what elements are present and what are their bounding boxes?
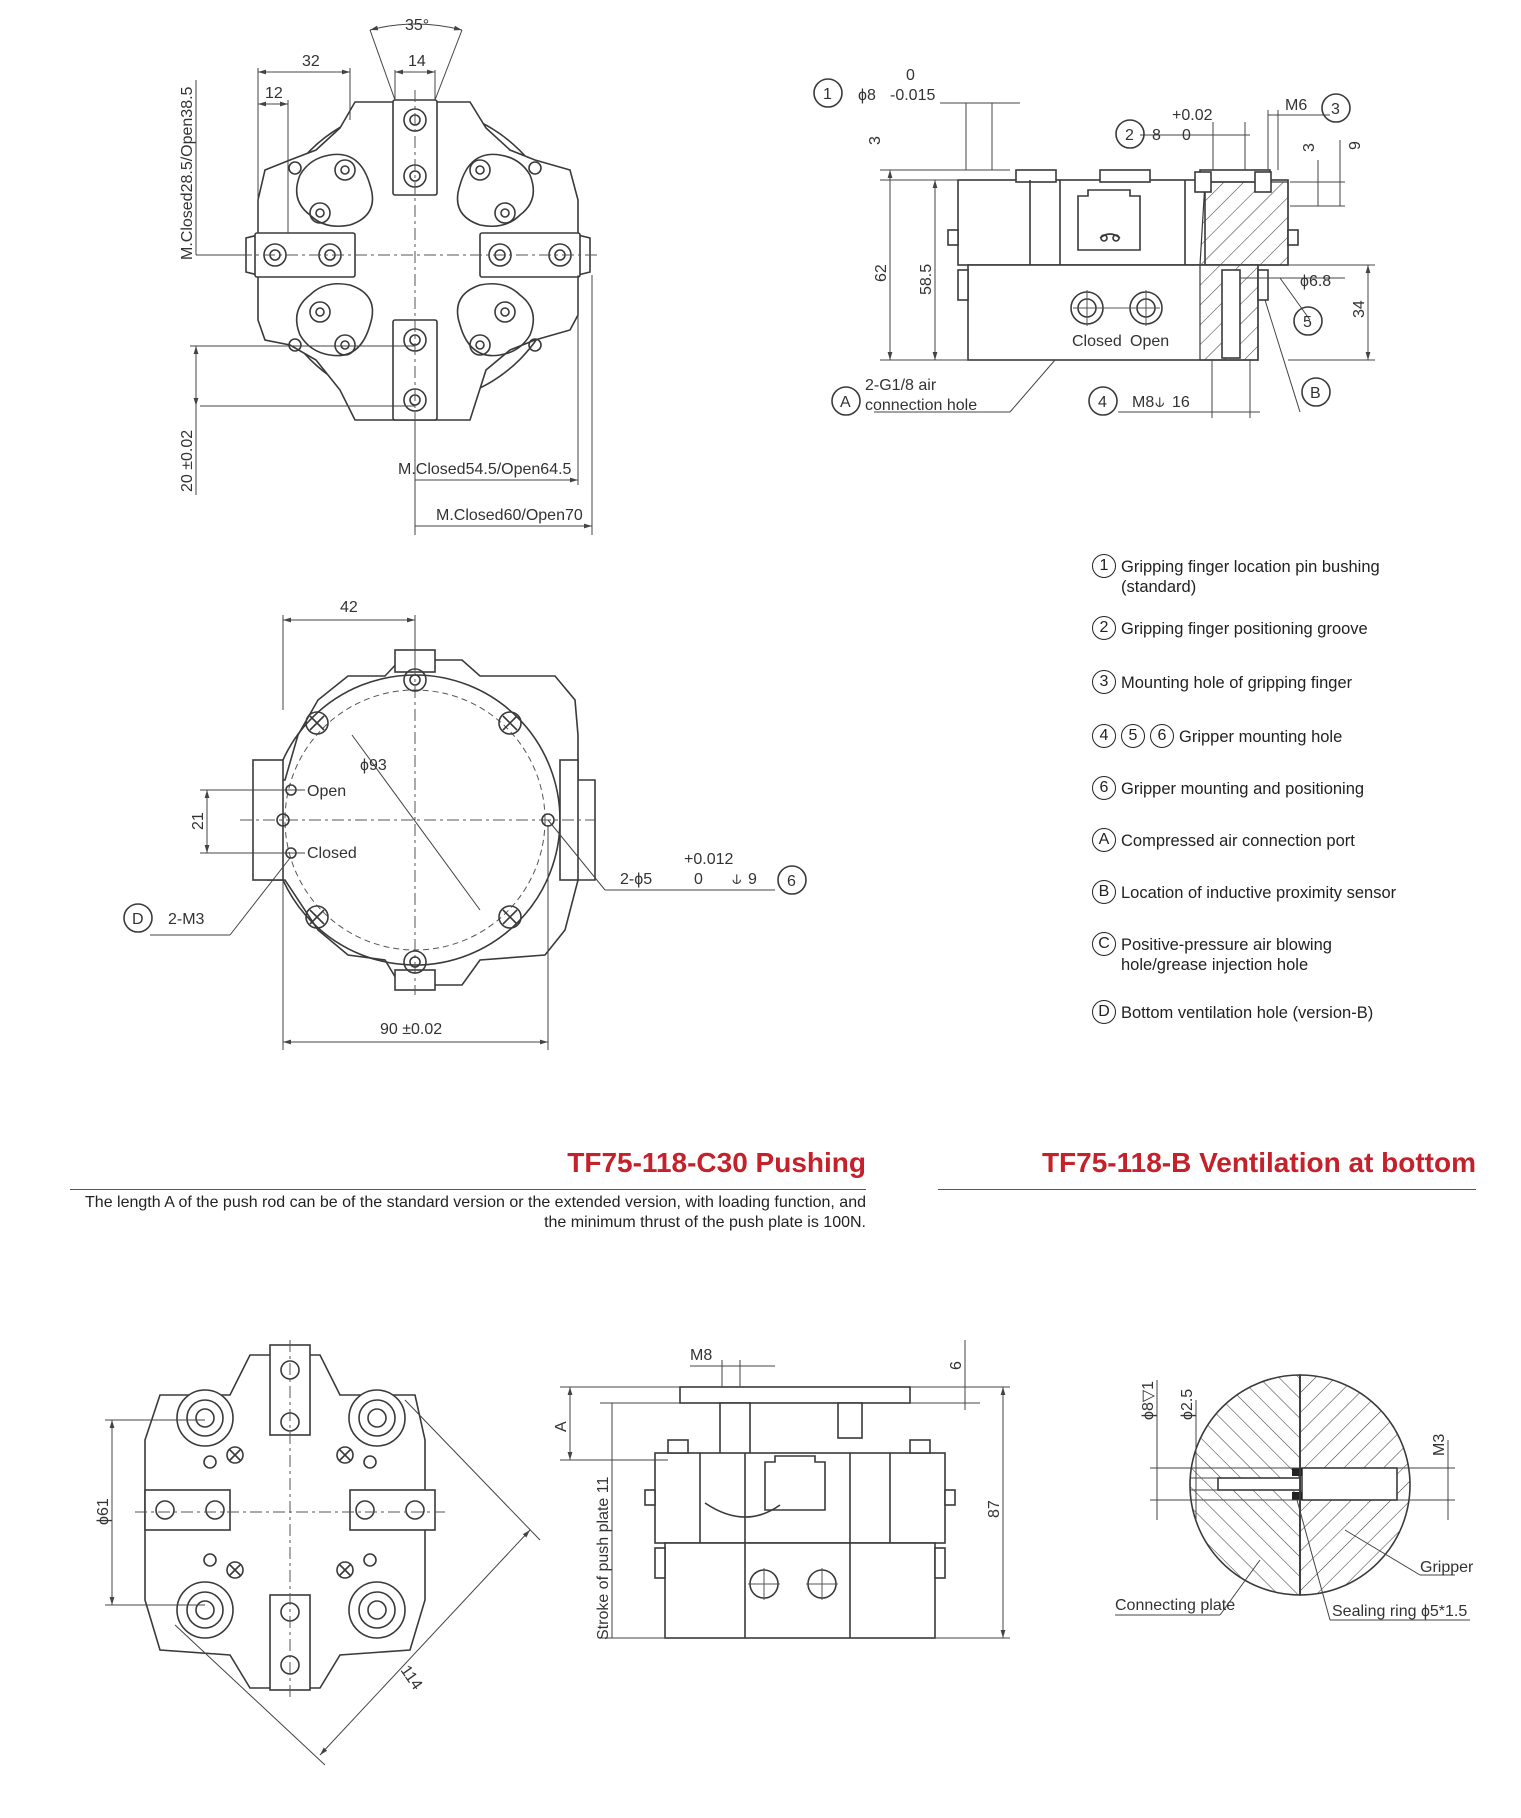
dim-6-c30: 6: [948, 1361, 965, 1370]
legend-num: C: [1092, 932, 1116, 956]
dim-54-64: M.Closed54.5/Open64.5: [398, 461, 572, 478]
legend-item-4-5-6: [1092, 726, 1342, 748]
dim-3-left: 3: [867, 136, 884, 145]
label-closed: Closed: [1072, 333, 1122, 350]
callout-6: 6: [787, 873, 796, 890]
dim-62: 62: [873, 264, 890, 282]
dim-87: 87: [986, 1500, 1003, 1518]
tol-2-upper: +0.02: [1172, 107, 1213, 124]
tol-upper: +0.012: [684, 851, 734, 868]
section-rule-c30: [70, 1189, 866, 1190]
c30-top-view: [95, 1340, 540, 1765]
legend-num: 3: [1092, 670, 1116, 694]
dim-9: 9: [1347, 141, 1364, 150]
legend-text: Gripper mounting and positioning: [1121, 780, 1365, 798]
dim-8: 8: [1152, 127, 1161, 144]
legend-text: Compressed air connection port: [1121, 832, 1355, 850]
callout-5: 5: [1303, 314, 1312, 331]
label-sealing-ring: Sealing ring ϕ5*1.5: [1332, 1603, 1468, 1620]
callout-2: 2: [1125, 127, 1134, 144]
dim-2phi5: 2-ϕ5: [620, 871, 653, 888]
legend-item-1: [1092, 556, 1380, 597]
dim-phi2-5: ϕ2.5: [1179, 1388, 1196, 1420]
section-title-c30: TF75-118-C30 Pushing: [567, 1147, 866, 1178]
side-view-gripper: [867, 103, 1375, 418]
dim-depth-9: 9: [748, 871, 757, 888]
c30-side-view: [553, 1340, 1010, 1640]
dim-phi8-depth: ϕ8▽1: [1140, 1380, 1157, 1420]
legend-num: 6: [1092, 776, 1116, 800]
dim-58-5: 58.5: [918, 263, 935, 295]
legend-text: Gripper mounting hole: [1179, 728, 1343, 746]
dim-42: 42: [340, 599, 358, 616]
dim-34: 34: [1351, 300, 1368, 318]
legend-num: 4: [1092, 724, 1116, 748]
dim-angle: 35°: [405, 17, 430, 34]
legend-text: Gripping finger positioning groove: [1121, 620, 1368, 638]
dim-32: 32: [302, 53, 320, 70]
air-line1: 2-G1/8 air: [865, 377, 937, 394]
legend-num: 6: [1150, 724, 1174, 748]
legend-num: 5: [1121, 724, 1145, 748]
dim-2m3: 2-M3: [168, 911, 205, 928]
top-view-gripper: [179, 17, 600, 535]
legend-item-6: [1092, 778, 1364, 800]
tol-2-lower: 0: [1182, 127, 1191, 144]
legend-num: D: [1092, 1000, 1116, 1024]
dim-20: 20 ±0.02: [179, 429, 196, 492]
label-gripper: Gripper: [1420, 1559, 1474, 1576]
dim-14: 14: [408, 53, 426, 70]
label-open: Open: [1130, 333, 1170, 350]
legend-item-d: [1092, 1002, 1373, 1024]
legend-text: Location of inductive proximity sensor: [1121, 884, 1397, 902]
tol-8-lower: -0.015: [890, 87, 936, 104]
bottom-view-gripper: [150, 599, 775, 1050]
dim-12: 12: [265, 85, 283, 102]
dim-phi6-8: ϕ6.8: [1300, 273, 1332, 290]
legend-text: Positive-pressure air blowing hole/grease injection hole: [1121, 936, 1332, 974]
b-detail-view: [1115, 1375, 1474, 1620]
dim-60-70: M.Closed60/Open70: [436, 507, 583, 524]
dim-3-right: 3: [1301, 143, 1318, 152]
dim-m3: M3: [1431, 1433, 1448, 1456]
label-connecting-plate: Connecting plate: [1115, 1597, 1236, 1614]
dim-m8: M8: [1132, 394, 1155, 411]
section-rule-b: [938, 1189, 1476, 1190]
legend-num: A: [1092, 828, 1116, 852]
dim-114: 114: [396, 1662, 426, 1694]
legend-text: Mounting hole of gripping finger: [1121, 674, 1353, 692]
section-title-b: TF75-118-B Ventilation at bottom: [1041, 1147, 1476, 1178]
dim-stroke: Stroke of push plate 11: [595, 1476, 612, 1640]
dim-21: 21: [190, 812, 207, 830]
callout-b: B: [1310, 385, 1321, 402]
legend-text: Gripping finger location pin bushing (standard): [1121, 558, 1380, 596]
legend-item-3: [1092, 672, 1352, 694]
label-open-bottom: Open: [307, 783, 347, 800]
dim-90: 90 ±0.02: [380, 1021, 443, 1038]
callout-d: D: [132, 911, 144, 928]
depth-symbol-bottom: ⫝: [732, 871, 742, 888]
legend-item-b: [1092, 882, 1396, 904]
dim-a: A: [553, 1421, 570, 1432]
dim-phi8: ϕ8: [858, 87, 876, 104]
legend-item-c: [1092, 934, 1332, 975]
dim-m8-c30: M8: [690, 1347, 713, 1364]
legend-text: Bottom ventilation hole (version-B): [1121, 1004, 1374, 1022]
section-description-c30: The length A of the push rod can be of the standard version or the extended version, with loading function, and the minimum thrust of the push plate is 100N.: [85, 1194, 866, 1231]
legend-num: B: [1092, 880, 1116, 904]
dim-phi61: ϕ61: [95, 1498, 112, 1525]
dim-phi93: ϕ93: [360, 757, 387, 774]
dim-vertical-closed-open: M.Closed28.5/Open38.5: [179, 86, 196, 260]
callout-4: 4: [1098, 394, 1107, 411]
label-closed-bottom: Closed: [307, 845, 357, 862]
dim-16: 16: [1172, 394, 1190, 411]
dim-m6: M6: [1285, 97, 1308, 114]
legend-item-2: [1092, 618, 1368, 640]
callout-1: 1: [823, 86, 832, 103]
legend-num: 1: [1092, 554, 1116, 578]
callout-a: A: [840, 394, 851, 411]
depth-symbol: ⫝: [1155, 394, 1165, 411]
air-line2: connection hole: [865, 397, 978, 414]
tol-lower: 0: [694, 871, 703, 888]
tol-8-upper: 0: [906, 67, 915, 84]
callout-3: 3: [1331, 101, 1340, 118]
legend-item-a: [1092, 830, 1355, 852]
legend-num: 2: [1092, 616, 1116, 640]
